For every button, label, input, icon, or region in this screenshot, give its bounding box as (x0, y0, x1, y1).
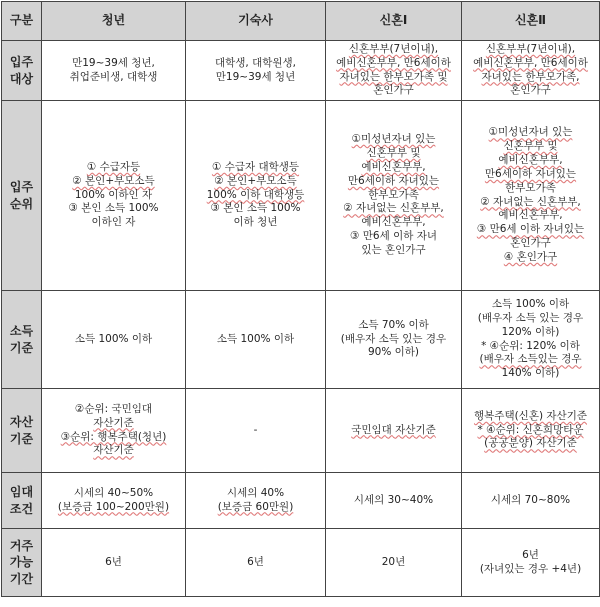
row-label-line: 기준 (9, 340, 34, 355)
cell-line: ② 본인+부모소득 (72, 174, 155, 187)
cell-youth (42, 473, 186, 529)
cell-line: ②순위: 국민임대 (74, 402, 153, 415)
row-label (2, 101, 42, 291)
cell-line: 혼인가구 (510, 84, 551, 97)
cell-youth (42, 41, 186, 101)
cell-newlywed-2 (462, 473, 600, 529)
cell-line: 시세의 30~40% (353, 493, 434, 506)
cell-line: ② 자녀없는 신혼부부, (480, 195, 581, 208)
cell-dormitory (186, 529, 326, 597)
cell-line: 소득 100% 이하 (491, 297, 570, 310)
cell-line: 한부모가족 (368, 188, 419, 201)
cell-line: 100% 이하인 자 (74, 188, 153, 201)
row-asset-criteria (2, 389, 600, 473)
cell-line: 6년 (247, 555, 264, 568)
cell-newlywed-2 (462, 101, 600, 291)
cell-newlywed-1 (326, 473, 462, 529)
cell-line: ③ 만6세 이하 자녀있는 (476, 223, 585, 236)
cell-newlywed-1 (326, 529, 462, 597)
cell-line: 혼인가구 (510, 237, 551, 250)
cell-line: (보증금 60만원) (217, 500, 294, 513)
cell-line: ①미성년자녀 있는 (351, 133, 436, 146)
cell-line: 소득 100% 이하 (74, 332, 153, 345)
cell-line: (자녀있는 경우 +4년) (479, 562, 582, 575)
row-priority (2, 101, 600, 291)
cell-line: 예비신혼부부, (361, 160, 426, 173)
cell-line: 혼인가구 (373, 84, 414, 97)
cell-line: ① 수급자등 (86, 160, 141, 173)
cell-line: 자산기준 (93, 444, 134, 457)
cell-youth (42, 389, 186, 473)
cell-line: 소득 100% 이하 (216, 332, 295, 345)
cell-youth (42, 529, 186, 597)
cell-line: ④ 혼인가구 (503, 250, 558, 263)
cell-newlywed-2 (462, 529, 600, 597)
cell-line: 6년 (522, 548, 539, 561)
cell-line: * ④순위: 신혼희망타운 (477, 423, 584, 436)
cell-line: 시세의 40~50% (73, 486, 154, 499)
cell-line: 자녀있는 한부모가족 및 (339, 70, 448, 83)
row-label-line: 기준 (9, 431, 34, 446)
cell-line: 예비신혼부부, (361, 216, 426, 229)
cell-line: (보증금 100~200만원) (57, 500, 170, 513)
cell-line: 신혼부부(7년이내), (348, 42, 439, 55)
cell-dormitory (186, 41, 326, 101)
cell-line: 신혼부부 및 (503, 140, 558, 153)
row-label-line: 순위 (9, 196, 34, 211)
cell-newlywed-2 (462, 41, 600, 101)
cell-youth (42, 101, 186, 291)
cell-line: (공공분양) 자산기준 (484, 437, 577, 450)
cell-line: 120% 이하) (501, 325, 560, 338)
cell-line: 취업준비생, 대학생 (69, 70, 158, 83)
cell-youth (42, 291, 186, 389)
cell-dormitory (186, 473, 326, 529)
cell-line: 예비신혼부부, 만6세이하 (336, 56, 451, 69)
cell-line: 시세의 70~80% (490, 493, 571, 506)
cell-line: 시세의 40% (226, 486, 285, 499)
cell-newlywed-1 (326, 101, 462, 291)
header-youth: 청년 (42, 2, 186, 41)
row-residence-period (2, 529, 600, 597)
cell-line: ① 수급자 대학생등 (211, 160, 300, 173)
header-newlywed-1: 신혼Ⅰ (326, 2, 462, 41)
cell-line: 이하인 자 (91, 216, 136, 229)
cell-line: 대학생, 대학원생, (214, 56, 296, 69)
row-label (2, 473, 42, 529)
row-label-line: 대상 (9, 71, 34, 86)
row-label-line: 조건 (9, 501, 34, 516)
header-category: 구분 (2, 2, 42, 41)
cell-line: 20년 (381, 555, 406, 568)
row-label-line: 임대 (9, 485, 34, 500)
row-income-criteria (2, 291, 600, 389)
cell-line: (배우자 소득 있는 경우 (477, 311, 584, 324)
cell-dormitory (186, 291, 326, 389)
row-eligible-tenants (2, 41, 600, 101)
cell-line: * ④순위: 120% 이하 (481, 339, 580, 352)
cell-line: ③순위: 행복주택(청년) (60, 430, 167, 443)
row-label-line: 입주 (9, 55, 34, 70)
cell-line: 만19~39세 청년 (215, 70, 296, 83)
cell-line: 행복주택(신혼) 자산기준 (474, 409, 587, 422)
cell-line: 예비신혼부부, (498, 209, 563, 222)
cell-newlywed-1 (326, 41, 462, 101)
row-label-line: 소득 (9, 324, 34, 339)
row-label (2, 291, 42, 389)
row-label-line: 자산 (9, 415, 34, 430)
cell-line: 만6세이하 자녀있는 (347, 174, 440, 187)
cell-line: (배우자 소득 있는 경우 (340, 332, 447, 345)
cell-line: 이하 청년 (233, 216, 278, 229)
cell-line: 90% 이하) (367, 346, 420, 359)
cell-line: ③ 본인 소득 100% (68, 202, 159, 215)
cell-newlywed-2 (462, 291, 600, 389)
cell-dormitory (186, 101, 326, 291)
cell-newlywed-2 (462, 389, 600, 473)
cell-line: 국민임대 자산기준 (351, 423, 436, 436)
row-rental-terms (2, 473, 600, 529)
cell-line: 6년 (105, 555, 122, 568)
cell-line: 만6세이하 자녀있는 (484, 167, 577, 180)
header-row (2, 2, 600, 41)
cell-dormitory (186, 389, 326, 473)
cell-line: 예비신혼부부, (498, 153, 563, 166)
row-label (2, 41, 42, 101)
cell-line: ② 자녀없는 신혼부부, (343, 202, 444, 215)
cell-newlywed-1 (326, 291, 462, 389)
cell-line: ② 본인+부모소득 (214, 174, 297, 187)
cell-line: (배우자 소득있는 경우 (479, 353, 582, 366)
row-label (2, 529, 42, 597)
cell-line: - (253, 423, 258, 436)
cell-line: 100% 이하 대학생등 (206, 188, 305, 201)
cell-line: 예비신혼부부, 만6세이하 (473, 56, 588, 69)
row-label-line: 거주 (9, 539, 34, 554)
cell-line: 있는 혼인가구 (361, 244, 426, 256)
cell-line: 만19~39세 청년, (72, 56, 155, 69)
housing-eligibility-table (1, 1, 600, 597)
header-newlywed-2: 신혼Ⅱ (462, 2, 600, 41)
cell-line: 소득 70% 이하 (358, 318, 429, 331)
cell-line: 자녀있는 한부모가족, (481, 70, 580, 83)
cell-line: 신혼부부(7년이내), (485, 42, 576, 55)
cell-line: ①미성년자녀 있는 (488, 126, 573, 139)
row-label-line: 입주 (9, 180, 34, 195)
cell-line: ③ 본인 소득 100% (210, 202, 301, 215)
cell-line: 신혼부부 및 (366, 146, 421, 159)
cell-newlywed-1 (326, 389, 462, 473)
header-dormitory: 기숙사 (186, 2, 326, 41)
row-label (2, 389, 42, 473)
row-label-line: 기간 (9, 571, 34, 586)
cell-line: 한부모가족 (505, 181, 556, 194)
cell-line: ③ 만6세 이하 자녀 (350, 230, 437, 243)
row-label-line: 가능 (9, 555, 34, 570)
cell-line: 자산기준 (93, 416, 134, 429)
cell-line: 140% 이하) (501, 367, 560, 380)
